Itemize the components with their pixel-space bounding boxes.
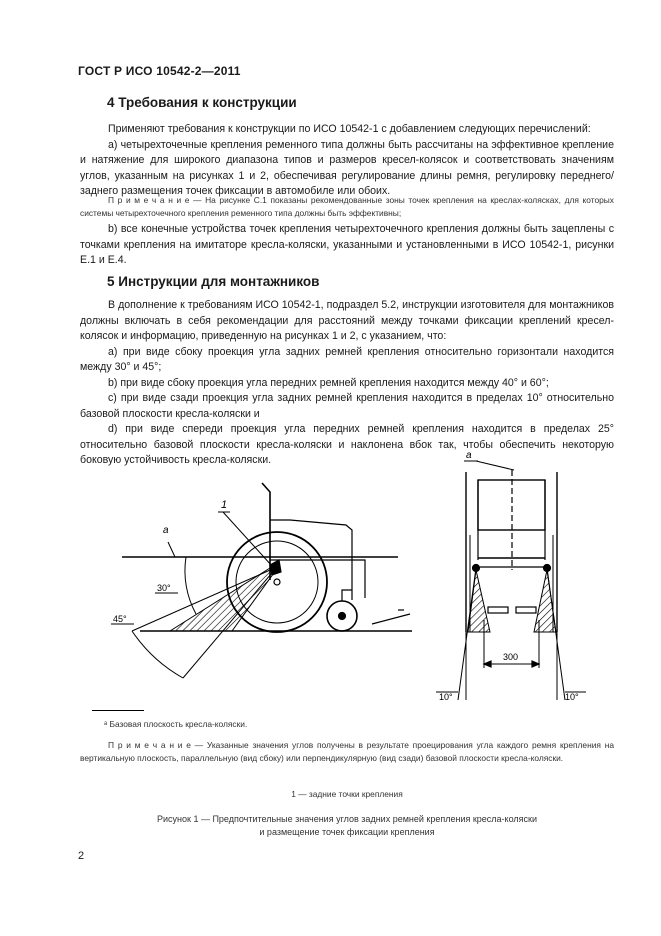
- angle-30-label: 30°: [157, 583, 171, 593]
- section-5-intro: В дополнение к требованиям ИСО 10542-1, подраздел 5.2, инструкции изготовителя для монтажников должны включать в себя рекомендации для расстояний между точками фиксации креплений кресел-колясок и информацию, приведенную на рисунках 1 и 2, с указанием, что:: [80, 299, 614, 342]
- section-4-item-b: b) все конечные устройства точек крепления четырехточечного крепления должны быть зацеплены с точками крепления на имитаторе кресла-коляски, указанными и установленными в ИСО 10542-1, рисунки Е.1 и Е.4.: [80, 223, 614, 266]
- angle-10-left-label: 10°: [439, 692, 453, 702]
- rear-view: [436, 461, 586, 700]
- leader-label-a: [168, 542, 175, 557]
- section-5-item-b: b) при виде сбоку проекция угла передних ремней крепления находится между 40° и 60°;: [108, 376, 549, 389]
- section-5-item-c: c) при виде сзади проекция угла задних ремней крепления находится в пределах 10° относительно базовой плоскости кресла-коляски и: [80, 392, 614, 420]
- right-10-ray: [547, 568, 565, 700]
- section-4-note-text: П р и м е ч а н и е — На рисунке С.1 показаны рекомендованные зоны точек крепления на креслах-колясках, для которых системы четырехточечного крепления ременного типа должны быть эффективны;: [80, 195, 614, 218]
- left-10-ray: [458, 568, 476, 700]
- figure-caption-line-1: Рисунок 1 — Предпочтительные значения углов задних ремней крепления кресла-коляски: [157, 814, 537, 824]
- footnote-separator: [92, 710, 144, 711]
- figure-caption: [80, 813, 614, 839]
- label-1: 1: [221, 499, 228, 511]
- hatched-zone: [170, 568, 276, 631]
- push-handle: [262, 483, 270, 580]
- document-header: ГОСТ Р ИСО 10542-2—2011: [78, 64, 241, 78]
- backrest: [478, 480, 545, 530]
- leader-label-1: [223, 512, 272, 566]
- section-4-item-a: а) четырехточечные крепления ременного типа должны быть рассчитаны на эффективное крепление и натяжение для широкого диапазона типов и размеров кресел-колясок и соответствовать значениям углов, указанным на рисунках 1 и 2, обеспечивая регулирование длины ремня, регулировку переднего/заднего размещения точек фиксации в автомобиле или обоих.: [80, 138, 614, 197]
- figure-note-text: П р и м е ч а н и е — Указанные значения углов получены в результате проецирования угла каждого ремня крепления на вертикальную плоскость, параллельную (вид сбоку) или перпендикулярную (вид сзади) базовой плоскости кресла-коляски.: [80, 740, 614, 763]
- section-4-title: 4 Требования к конструкции: [107, 95, 297, 110]
- angle-10-right-label: 10°: [565, 692, 579, 702]
- wheel-hub: [274, 579, 280, 585]
- front-frame: [352, 560, 365, 598]
- footnote-text: ᵃ Базовая плоскость кресла-коляски.: [104, 719, 248, 729]
- side-view: [122, 483, 412, 678]
- footrest: [372, 614, 410, 624]
- leader-label-a-right: [476, 461, 514, 470]
- dim-300-label: 300: [503, 652, 519, 662]
- right-foot-block: [516, 607, 536, 613]
- section-5-title: 5 Инструкции для монтажников: [107, 274, 320, 289]
- figure-note: [80, 739, 614, 764]
- section-5-item-d: d) при виде спереди проекция угла передних ремней крепления находится в пределах 25° относительно базовой плоскости кресла-коляски и наклонена вбок так, чтобы обеспечить некоторую боковую устойчивость кресла-коляски.: [80, 423, 614, 466]
- figure-legend: 1 — задние точки крепления: [291, 789, 403, 799]
- label-a-right: a: [466, 450, 472, 461]
- arc-45: [132, 631, 183, 678]
- figure-caption-line-2: и размещение точек фиксации крепления: [259, 827, 435, 837]
- label-a-left: a: [163, 525, 169, 536]
- section-5-item-a: а) при виде сбоку проекция угла задних ремней крепления относительно горизонтали находится между 30° и 45°;: [80, 345, 614, 373]
- page-number: 2: [78, 850, 85, 862]
- caster-fork: [342, 590, 352, 601]
- footnote: [104, 718, 604, 731]
- angle-45-label: 45°: [113, 614, 127, 624]
- front-caster-hub: [339, 613, 346, 620]
- section-4-intro: Применяют требования к конструкции по ИСО 10542-1 с добавлением следующих перечислений:: [108, 123, 591, 135]
- left-foot-block: [488, 607, 508, 613]
